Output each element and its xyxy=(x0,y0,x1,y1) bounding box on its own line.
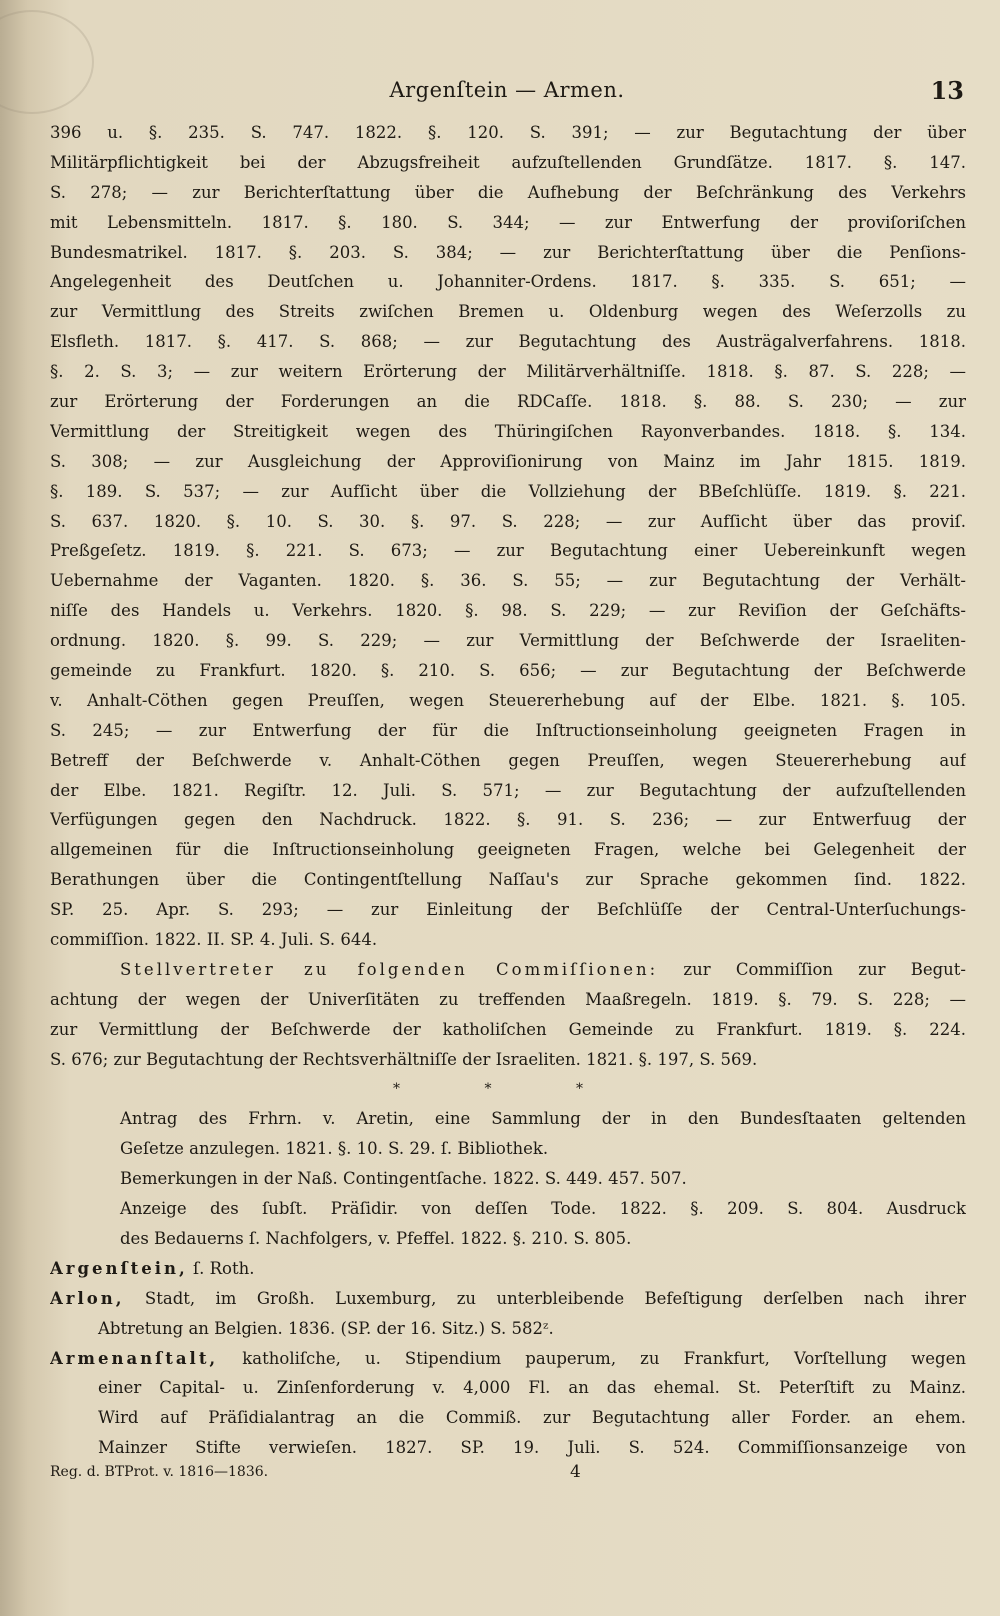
text-line: zur Vermittlung des Streits zwiſchen Bremen u. Oldenburg wegen des Weſerzolls zu xyxy=(50,302,966,322)
text-line: zur Vermittlung der Beſchwerde der katholiſchen Gemeinde zu Frankfurt. 1819. §. 224. xyxy=(50,1019,966,1039)
text-line: Bemerkungen in der Naß. Contingentſache. 1822. S. 449. 457. 507. xyxy=(120,1169,687,1189)
text-line: mit Lebensmitteln. 1817. §. 180. S. 344; — zur Entwerfung der proviſoriſchen xyxy=(50,212,966,232)
text-line: S. 245; — zur Entwerfung der für die Inſtructionseinholung geeigneten Fragen in xyxy=(50,720,966,740)
entry-head: Argenſtein, xyxy=(50,1258,188,1278)
text-line: S. 308; — zur Ausgleichung der Approviſionirung von Mainz im Jahr 1815. 1819. xyxy=(50,451,966,471)
text-line: Anzeige des ſubſt. Präſidir. von deſſen Tode. 1822. §. 209. S. 804. Ausdruck xyxy=(120,1199,966,1219)
index-entry-arlon xyxy=(50,1284,966,1314)
entry-head: Arlon, xyxy=(50,1288,125,1308)
text-line: Antrag des Frhrn. v. Aretin, eine Sammlung der in den Bundesſtaaten geltenden xyxy=(120,1109,966,1129)
entry-text: Stadt, im Großh. Luxemburg, zu unterbleibende Befeſtigung derſelben nach ihrer xyxy=(144,1288,966,1308)
text-line: niſſe des Handels u. Verkehrs. 1820. §. 98. S. 229; — zur Reviſion der Geſchäfts- xyxy=(50,601,966,621)
continued-entry xyxy=(50,118,966,955)
sheet-number: 4 xyxy=(570,1462,581,1482)
text-line: §. 2. S. 3; — zur weitern Erörterung der Militärverhältniſſe. 1818. §. 87. S. 228; — xyxy=(50,362,966,382)
text-line: der Elbe. 1821. Regiſtr. 12. Juli. S. 571; — zur Begutachtung der aufzuſtellenden xyxy=(50,780,966,800)
page-footer xyxy=(50,1464,966,1488)
stellvertreter-label: Stellvertreter zu folgenden Commiſſionen: xyxy=(120,959,659,979)
text-line: Preßgeſetz. 1819. §. 221. S. 673; — zur Begutachtung einer Uebereinkunft wegen xyxy=(50,541,966,561)
entry-head: Armenanſtalt, xyxy=(50,1348,219,1368)
text-line: Wird auf Präſidialantrag an die Commiß. zur Begutachtung aller Forder. an ehem. xyxy=(98,1408,966,1428)
text-line: Geſetze anzulegen. 1821. §. 10. S. 29. ſ. Bibliothek. xyxy=(120,1139,549,1159)
text-line: §. 189. S. 537; — zur Aufſicht über die Vollziehung der BBeſchlüſſe. 1819. §. 221. xyxy=(50,481,966,501)
text-line: einer Capital- u. Zinſenforderung v. 4,000 Fl. an das ehemal. St. Peterſtift zu Mainz. xyxy=(98,1378,966,1398)
text-line: Uebernahme der Vaganten. 1820. §. 36. S. 55; — zur Begutachtung der Verhält- xyxy=(50,571,966,591)
text-line: zur Erörterung der Forderungen an die RDCaſſe. 1818. §. 88. S. 230; — zur xyxy=(50,392,966,412)
page-number: 13 xyxy=(930,76,964,105)
text-line: Bundesmatrikel. 1817. §. 203. S. 384; — zur Berichterſtattung über die Penſions- xyxy=(50,242,966,262)
index-entry-argenstein xyxy=(50,1254,966,1284)
text-line: Angelegenheit des Deutſchen u. Johanniter-Ordens. 1817. §. 335. S. 651; — xyxy=(50,272,966,292)
text-line: Mainzer Stifte verwieſen. 1827. SP. 19. Juli. S. 524. Commiſſionsanzeige von xyxy=(98,1438,966,1458)
entry-text: ſ. Roth. xyxy=(193,1258,255,1278)
text-line: Abtretung an Belgien. 1836. (SP. der 16. Sitz.) S. 582ᶻ. xyxy=(98,1318,554,1338)
index-body xyxy=(50,118,966,1463)
text-line: allgemeinen für die Inſtructionseinholung geeigneten Fragen, welche bei Gelegenheit der xyxy=(50,840,966,860)
text-line: Betreff der Beſchwerde v. Anhalt-Cöthen gegen Preuſſen, wegen Steuererhebung auf xyxy=(50,750,966,770)
text-line: v. Anhalt-Cöthen gegen Preuſſen, wegen Steuererhebung auf der Elbe. 1821. §. 105. xyxy=(50,690,966,710)
section-separator: * * * xyxy=(393,1080,623,1097)
text-line: gemeinde zu Frankfurt. 1820. §. 210. S. 656; — zur Begutachtung der Beſchwerde xyxy=(50,661,966,681)
text-line: 396 u. §. 235. S. 747. 1822. §. 120. S. 391; — zur Begutachtung der über xyxy=(50,123,966,142)
entry-text: katholiſche, u. Stipendium pauperum, zu Frankfurt, Vorſtellung wegen xyxy=(242,1348,966,1368)
text-line: des Bedauerns ſ. Nachfolgers, v. Pfeffel. 1822. §. 210. S. 805. xyxy=(120,1228,632,1248)
index-entry-armenanstalt xyxy=(50,1344,966,1374)
text-line: S. 637. 1820. §. 10. S. 30. §. 97. S. 228; — zur Aufſicht über das proviſ. xyxy=(50,511,966,531)
text-line: Vermittlung der Streitigkeit wegen des Thüringiſchen Rayonverbandes. 1818. §. 134. xyxy=(50,421,966,441)
text-line: commiſſion. 1822. II. SP. 4. Juli. S. 644. xyxy=(50,930,378,950)
text-line: Militärpflichtigkeit bei der Abzugsfreiheit aufzuſtellenden Grundſätze. 1817. §. 147. xyxy=(50,152,966,172)
text-line: achtung der wegen der Univerſitäten zu treffenden Maaßregeln. 1819. §. 79. S. 228; — xyxy=(50,989,966,1009)
text-line: SP. 25. Apr. S. 293; — zur Einleitung der Beſchlüſſe der Central-Unterſuchungs- xyxy=(50,900,966,920)
text-line: Elsfleth. 1817. §. 417. S. 868; — zur Begutachtung des Austrägalverfahrens. 1818. xyxy=(50,332,966,352)
signature-note: Reg. d. BTProt. v. 1816—1836. xyxy=(50,1464,269,1480)
text-line: Verfügungen gegen den Nachdruck. 1822. §. 91. S. 236; — zur Entwerfuug der xyxy=(50,810,966,830)
text-line: ordnung. 1820. §. 99. S. 229; — zur Vermittlung der Beſchwerde der Israeliten- xyxy=(50,631,966,651)
stellvertreter-line xyxy=(50,955,966,985)
page-header xyxy=(50,76,964,106)
text-line: Berathungen über die Contingentſtellung Naſſau's zur Sprache gekommen ſind. 1822. xyxy=(50,870,966,890)
running-title: Argenſtein — Armen. xyxy=(389,78,625,102)
text-line: S. 676; zur Begutachtung der Rechtsverhältniſſe der Israeliten. 1821. §. 197, S. 569. xyxy=(50,1049,758,1069)
text-line: S. 278; — zur Berichterſtattung über die Aufhebung der Beſchränkung des Verkehrs xyxy=(50,182,966,202)
stellvertreter-text: zur Commiſſion zur Begut- xyxy=(683,959,966,979)
